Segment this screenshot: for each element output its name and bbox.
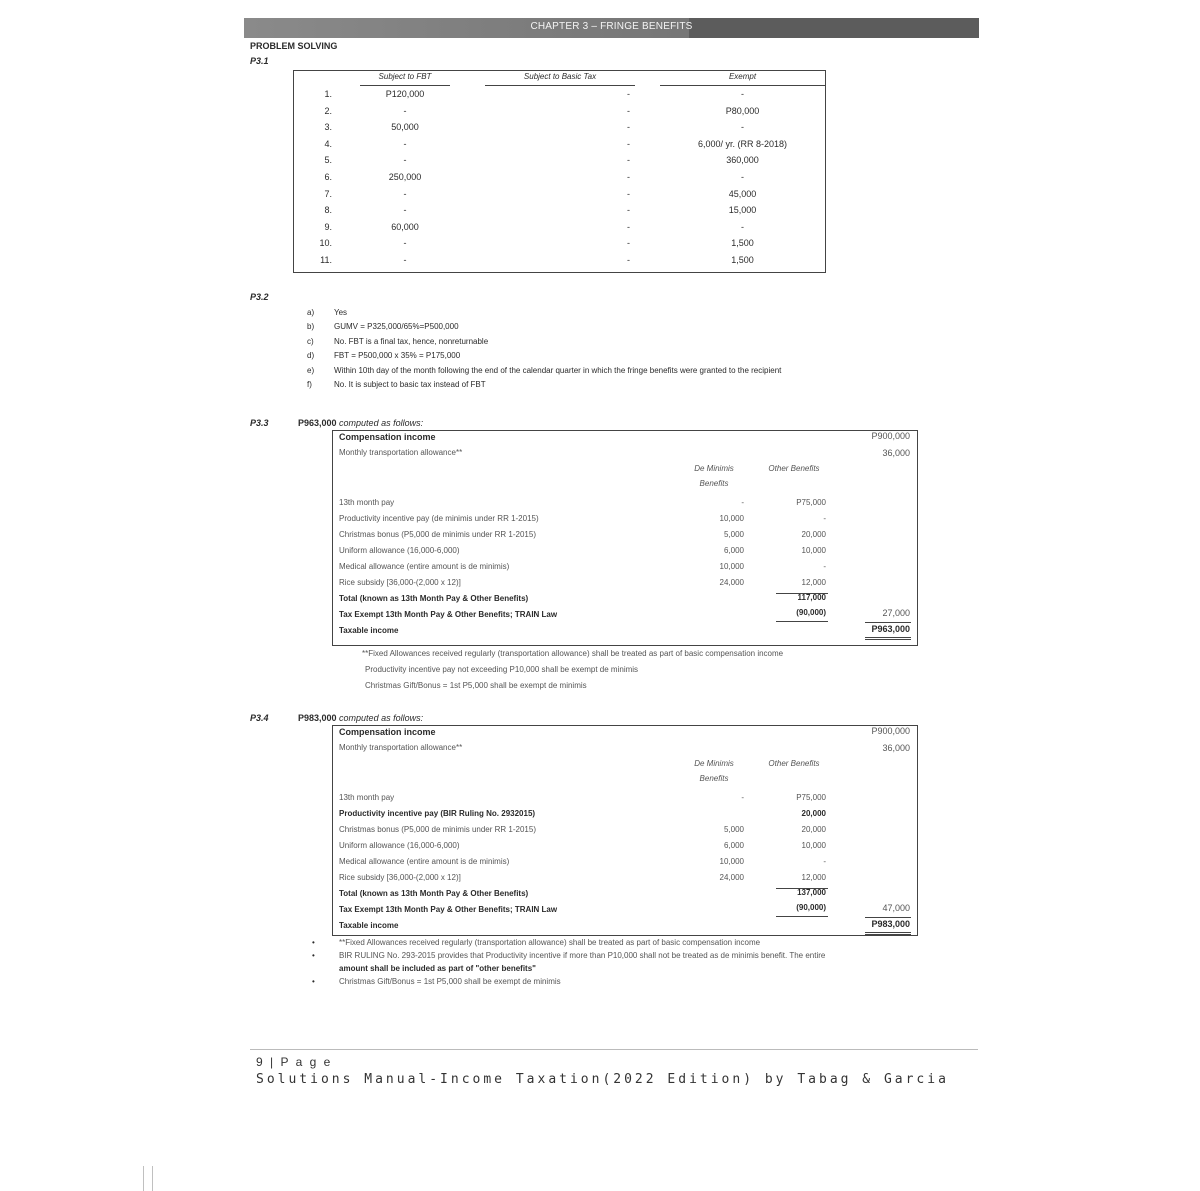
p33-note: Christmas Gift/Bonus = 1st P5,000 shall be exempt de minimis: [365, 681, 587, 690]
p31-col-header: Subject to FBT: [378, 72, 432, 81]
p33-row-other: 10,000: [801, 546, 826, 555]
p31-cell-exempt: 15,000: [728, 205, 757, 215]
p33-row-deminimis: 10,000: [719, 514, 744, 523]
p31-cell-fbt: -: [403, 205, 407, 215]
p31-cell-basic: -: [627, 89, 630, 99]
p31-cell-fbt: -: [403, 255, 407, 265]
p31-cell-basic: -: [627, 155, 630, 165]
p34-note: amount shall be included as part of "other benefits": [339, 964, 536, 973]
p33-intro: [298, 418, 423, 428]
p34-net-rule: [865, 917, 911, 918]
chapter-title: CHAPTER 3 – FRINGE BENEFITS: [530, 21, 693, 32]
p32-item-text: GUMV = P325,000/65%=P500,000: [334, 322, 459, 331]
p34-note-bullet: •: [312, 977, 315, 986]
p34-row-other: P75,000: [796, 793, 826, 802]
p31-row-number: 10.: [319, 238, 332, 248]
p33-row-deminimis: 24,000: [719, 578, 744, 587]
p31-row-number: 1.: [324, 89, 332, 99]
p31-cell-exempt: 45,000: [728, 189, 757, 199]
p31-cell-exempt: -: [741, 122, 744, 132]
p33-intro-text: computed as follows:: [336, 418, 424, 428]
p33-exempt-label: Tax Exempt 13th Month Pay & Other Benefits; TRAIN Law: [339, 610, 558, 619]
p31-row-number: 6.: [324, 172, 332, 182]
p31-cell-exempt: 1,500: [731, 238, 754, 248]
scan-edge-mark: [143, 1166, 153, 1191]
p34-row-other: -: [823, 857, 826, 866]
p31-col-header-rule: [485, 85, 635, 86]
p31-cell-fbt: 50,000: [391, 122, 419, 132]
p34-col-deminimis-b: Benefits: [699, 774, 729, 783]
p31-cell-basic: -: [627, 189, 630, 199]
p34-row-label: Medical allowance (entire amount is de minimis): [339, 857, 510, 866]
p33-exempt-value: (90,000): [796, 608, 826, 617]
p32-item-key: c): [307, 337, 314, 346]
p34-row-deminimis: -: [741, 793, 744, 802]
p32-item-key: f): [307, 380, 312, 389]
p34-comp-label: Compensation income: [339, 727, 436, 737]
p33-row-deminimis: 10,000: [719, 562, 744, 571]
footer-book-title: Solutions Manual-Income Taxation(2022 Edition) by Tabag & Garcia: [256, 1072, 949, 1087]
footer-page-number: 9 | P a g e: [256, 1055, 333, 1069]
p34-row-label: Christmas bonus (P5,000 de minimis under RR 1-2015): [339, 825, 536, 834]
p33-row-deminimis: 5,000: [723, 530, 744, 539]
p32-item-text: Yes: [334, 308, 348, 317]
p34-exempt-rule: [776, 916, 828, 917]
p33-comp-value: P900,000: [871, 431, 910, 441]
p31-col-header: Subject to Basic Tax: [523, 72, 597, 81]
p34-note: BIR RULING No. 293-2015 provides that Productivity incentive if more than P10,000 shall not be treated as de minimis benefit. The entire: [339, 951, 826, 960]
p33-exempt-net: 27,000: [882, 608, 910, 618]
p33-row-other: 20,000: [801, 530, 826, 539]
p34-row-other: 10,000: [801, 841, 826, 850]
p34-transport-value: 36,000: [882, 743, 910, 753]
p34-note-bullet: •: [312, 938, 315, 947]
p34-row-label: Rice subsidy [36,000-(2,000 x 12)]: [339, 873, 461, 882]
p31-cell-fbt: P120,000: [385, 89, 425, 99]
p34-row-deminimis: 5,000: [723, 825, 744, 834]
p33-row-label: 13th month pay: [339, 498, 395, 507]
p31-cell-fbt: -: [403, 238, 407, 248]
p31-cell-exempt: 360,000: [726, 155, 759, 165]
p34-taxable-label: Taxable income: [339, 921, 399, 930]
p33-taxable-label: Taxable income: [339, 626, 399, 635]
p31-cell-fbt: 250,000: [388, 172, 422, 182]
p32-item-key: b): [307, 322, 315, 331]
p33-net-rule: [865, 622, 911, 623]
p33-row-label: Productivity incentive pay (de minimis under RR 1-2015): [339, 514, 539, 523]
p31-cell-exempt: P80,000: [725, 106, 760, 116]
p31-row-number: 9.: [324, 222, 332, 232]
p33-comp-label: Compensation income: [339, 432, 436, 442]
p33-row-label: Christmas bonus (P5,000 de minimis under RR 1-2015): [339, 530, 536, 539]
p32-item-text: No. It is subject to basic tax instead of FBT: [334, 380, 486, 389]
p33-row-other: P75,000: [796, 498, 826, 507]
p33-note: Productivity incentive pay not exceeding P10,000 shall be exempt de minimis: [365, 665, 639, 674]
p34-total-label: Total (known as 13th Month Pay & Other Benefits): [339, 889, 529, 898]
p34-row-deminimis: 24,000: [719, 873, 744, 882]
p33-row-deminimis: 6,000: [723, 546, 744, 555]
p34-comp-value: P900,000: [871, 726, 910, 736]
p33-row-label: Rice subsidy [36,000-(2,000 x 12)]: [339, 578, 461, 587]
p34-col-other: Other Benefits: [768, 759, 820, 768]
p33-taxable-double-rule: [865, 637, 911, 640]
p31-cell-exempt: 6,000/ yr. (RR 8-2018): [697, 139, 788, 149]
p31-cell-fbt: 60,000: [391, 222, 419, 232]
p32-item-text: Within 10th day of the month following the end of the calendar quarter in which the fringe benefits were granted to the recipient: [334, 366, 782, 375]
p33-row-label: Medical allowance (entire amount is de minimis): [339, 562, 510, 571]
p31-cell-exempt: 1,500: [731, 255, 754, 265]
p34-row-other: 20,000: [801, 825, 826, 834]
header-dark-segment: [689, 18, 979, 38]
p31-cell-exempt: -: [741, 222, 744, 232]
p31-cell-basic: -: [627, 238, 630, 248]
p34-row-other: 12,000: [801, 873, 826, 882]
p33-transport-value: 36,000: [882, 448, 910, 458]
p33-row-other: 12,000: [801, 578, 826, 587]
p31-row-number: 5.: [324, 155, 332, 165]
p32-item-text: FBT = P500,000 x 35% = P175,000: [334, 351, 461, 360]
p33-total-label: Total (known as 13th Month Pay & Other Benefits): [339, 594, 529, 603]
p33-col-other: Other Benefits: [768, 464, 820, 473]
p33-col-deminimis: De Minimis: [694, 464, 734, 473]
p31-row-number: 2.: [324, 106, 332, 116]
p31-cell-exempt: -: [741, 89, 744, 99]
p31-row-number: 7.: [324, 189, 332, 199]
p31-col-header-rule: [360, 85, 450, 86]
p34-taxable-double-rule: [865, 932, 911, 935]
p32-item-key: a): [307, 308, 315, 317]
p34-row-other: 20,000: [801, 809, 826, 818]
p34-note: Christmas Gift/Bonus = 1st P5,000 shall be exempt de minimis: [339, 977, 561, 986]
p34-row-label: 13th month pay: [339, 793, 395, 802]
p31-cell-fbt: -: [403, 106, 407, 116]
footer-rule: [250, 1049, 978, 1050]
p33-row-other: -: [823, 514, 826, 523]
p32-item-text: No. FBT is a final tax, hence, nonreturnable: [334, 337, 489, 346]
p31-cell-basic: -: [627, 172, 630, 182]
p33-label: P3.3: [250, 418, 269, 428]
p34-note: **Fixed Allowances received regularly (transportation allowance) shall be treated as part of basic compensation income: [339, 938, 761, 947]
p34-exempt-net: 47,000: [882, 903, 910, 913]
p34-intro: [298, 713, 423, 723]
p34-taxable-value: P983,000: [871, 919, 910, 929]
p34-label: P3.4: [250, 713, 269, 723]
p33-note: **Fixed Allowances received regularly (transportation allowance) shall be treated as part of basic compensation income: [362, 649, 784, 658]
p31-cell-basic: -: [627, 122, 630, 132]
p31-row-number: 3.: [324, 122, 332, 132]
p34-total-value: 137,000: [797, 888, 826, 897]
p31-cell-basic: -: [627, 139, 630, 149]
p33-total-value: 117,000: [797, 593, 826, 602]
chapter-header-bar: [244, 18, 979, 38]
p34-transport-label: Monthly transportation allowance**: [339, 743, 463, 752]
p31-cell-fbt: -: [403, 155, 407, 165]
p31-cell-fbt: -: [403, 139, 407, 149]
p32-label: P3.2: [250, 292, 269, 302]
p34-intro-text: computed as follows:: [336, 713, 424, 723]
p33-row-other: -: [823, 562, 826, 571]
p33-transport-label: Monthly transportation allowance**: [339, 448, 463, 457]
p34-row-label: Uniform allowance (16,000-6,000): [339, 841, 460, 850]
p34-note-bullet: •: [312, 951, 315, 960]
p31-label: P3.1: [250, 56, 269, 66]
p31-cell-basic: -: [627, 255, 630, 265]
p34-row-deminimis: 6,000: [723, 841, 744, 850]
p31-row-number: 11.: [320, 255, 332, 265]
p31-cell-basic: -: [627, 205, 630, 215]
p34-col-deminimis: De Minimis: [694, 759, 734, 768]
p31-cell-basic: -: [627, 106, 630, 116]
p31-col-header-rule: [660, 85, 825, 86]
p34-exempt-label: Tax Exempt 13th Month Pay & Other Benefits; TRAIN Law: [339, 905, 558, 914]
p33-taxable-value: P963,000: [871, 624, 910, 634]
p33-exempt-rule: [776, 621, 828, 622]
p32-item-key: d): [307, 351, 315, 360]
p34-row-label: Productivity incentive pay (BIR Ruling No. 2932015): [339, 809, 536, 818]
p31-row-number: 8.: [324, 205, 332, 215]
p31-cell-fbt: -: [403, 189, 407, 199]
p34-row-deminimis: 10,000: [719, 857, 744, 866]
p34-exempt-value: (90,000): [796, 903, 826, 912]
p32-item-key: e): [307, 366, 315, 375]
p33-row-label: Uniform allowance (16,000-6,000): [339, 546, 460, 555]
p31-cell-basic: -: [627, 222, 630, 232]
section-title: PROBLEM SOLVING: [250, 41, 338, 51]
p33-col-deminimis-b: Benefits: [699, 479, 729, 488]
p34-intro-amount: P983,000: [298, 713, 337, 723]
p33-row-deminimis: -: [741, 498, 744, 507]
p31-row-number: 4.: [324, 139, 332, 149]
p31-cell-exempt: -: [741, 172, 744, 182]
p33-intro-amount: P963,000: [298, 418, 337, 428]
p31-col-header: Exempt: [728, 72, 757, 81]
